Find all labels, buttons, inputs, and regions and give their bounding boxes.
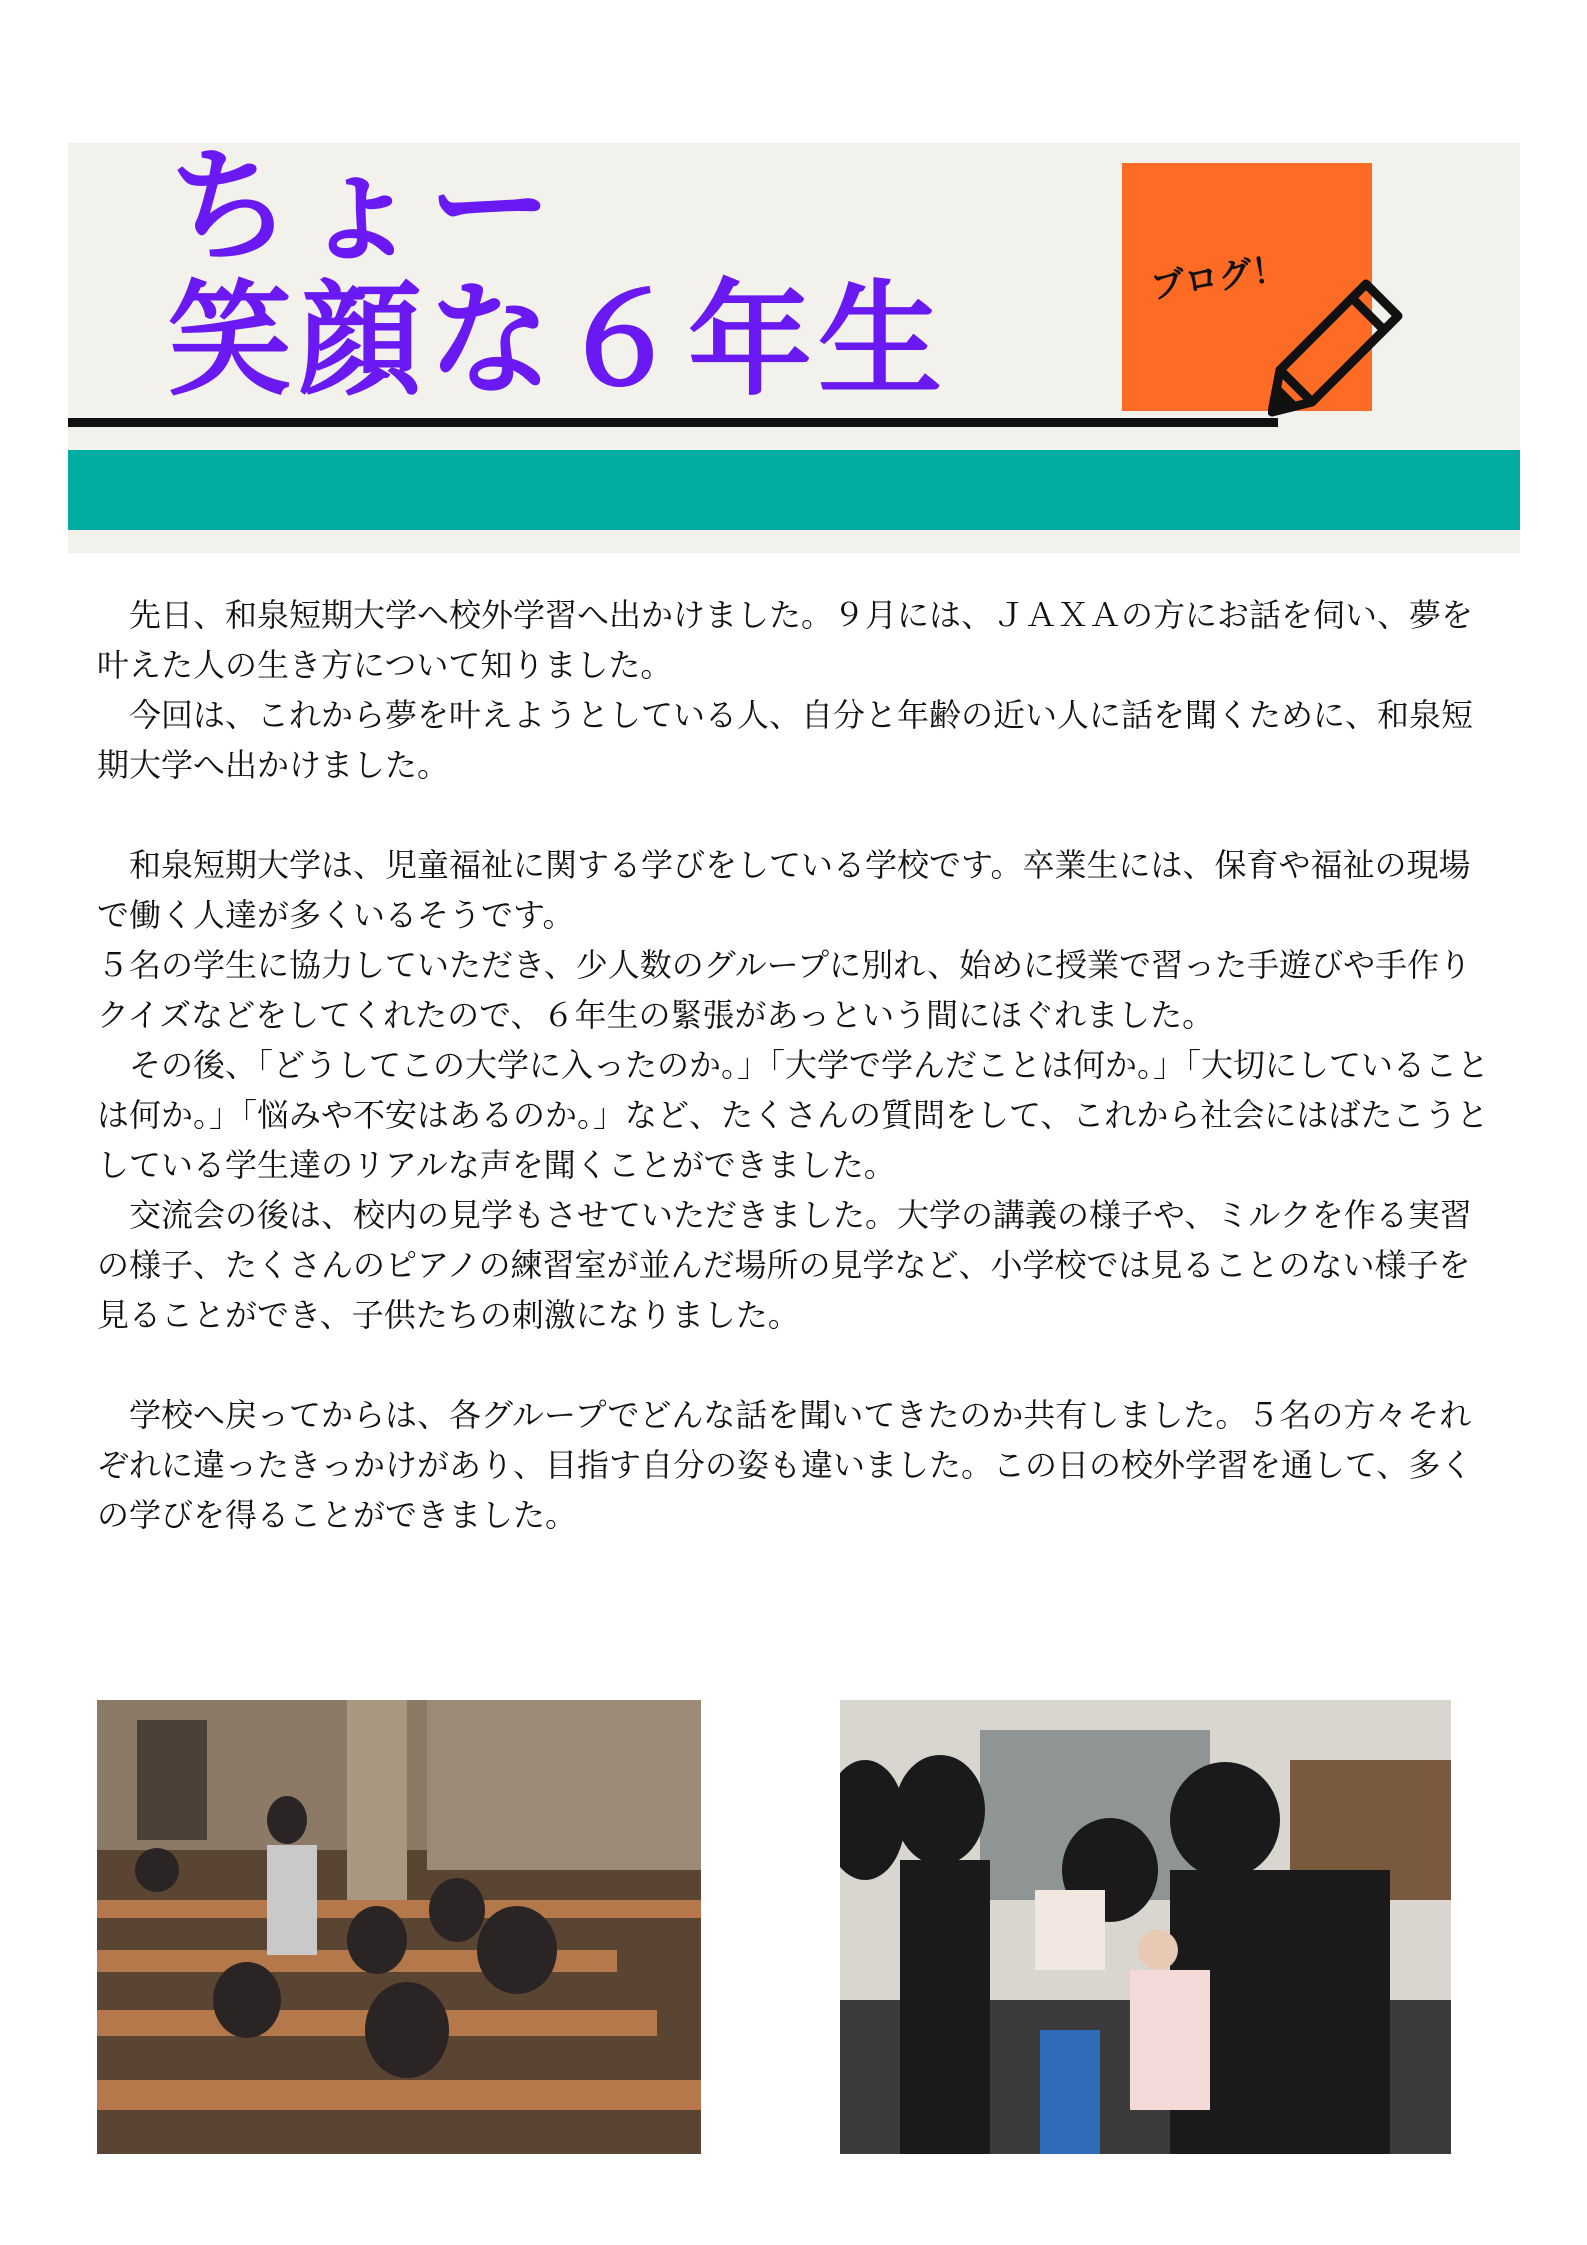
title-underline [68, 418, 1278, 427]
paragraph: 学校へ戻ってからは、各グループでどんな話を聞いてきたのか共有しました。５名の方々それぞれに違ったきっかけがあり、目指す自分の姿も違いました。この日の校外学習を通して、多くの学びを得ることができました。 [97, 1396, 1473, 1534]
paragraph: 交流会の後は、校内の見学もさせていただきました。大学の講義の様子や、ミルクを作る実習の様子、たくさんのピアノの練習室が並んだ場所の見学など、小学校では見ることのない様子を見ることができ、子供たちの刺激になりました。 [97, 1196, 1472, 1334]
title-line-1: ちょー [168, 135, 559, 279]
teal-banner [68, 450, 1520, 530]
title-line-2: 笑顔な６年生 [168, 269, 949, 413]
article-body [97, 590, 1497, 1540]
pencil-icon [1268, 268, 1418, 418]
paragraph-gap [97, 790, 1497, 840]
page-title [168, 135, 949, 413]
paragraph-gap [97, 1340, 1497, 1390]
paragraph: 今回は、これから夢を叶えようとしている人、自分と年齢の近い人に話を聞くために、和泉短期大学へ出かけました。 [97, 696, 1474, 784]
paragraph: 和泉短期大学は、児童福祉に関する学びをしている学校です。卒業生には、保育や福祉の現場で働く人達が多くいるそうです。 [97, 846, 1471, 934]
photo-childcare-practice [840, 1700, 1451, 2154]
photo-lecture-hall [97, 1700, 701, 2154]
blog-badge-label: ブログ！ [1148, 248, 1289, 308]
paragraph: 先日、和泉短期大学へ校外学習へ出かけました。９月には、ＪＡＸＡの方にお話を伺い、夢を叶えた人の生き方について知りました。 [97, 596, 1474, 684]
paragraph: ５名の学生に協力していただき、少人数のグループに別れ、始めに授業で習った手遊びや手作りクイズなどをしてくれたので、６年生の緊張があっという間にほぐれました。 [97, 946, 1472, 1034]
paragraph: その後、「どうしてこの大学に入ったのか。」「大学で学んだことは何か。」「大切にしていることは何か。」「悩みや不安はあるのか。」など、たくさんの質問をして、これから社会にはばたこうとしている学生達のリアルな声を聞くことができました。 [97, 1046, 1490, 1184]
